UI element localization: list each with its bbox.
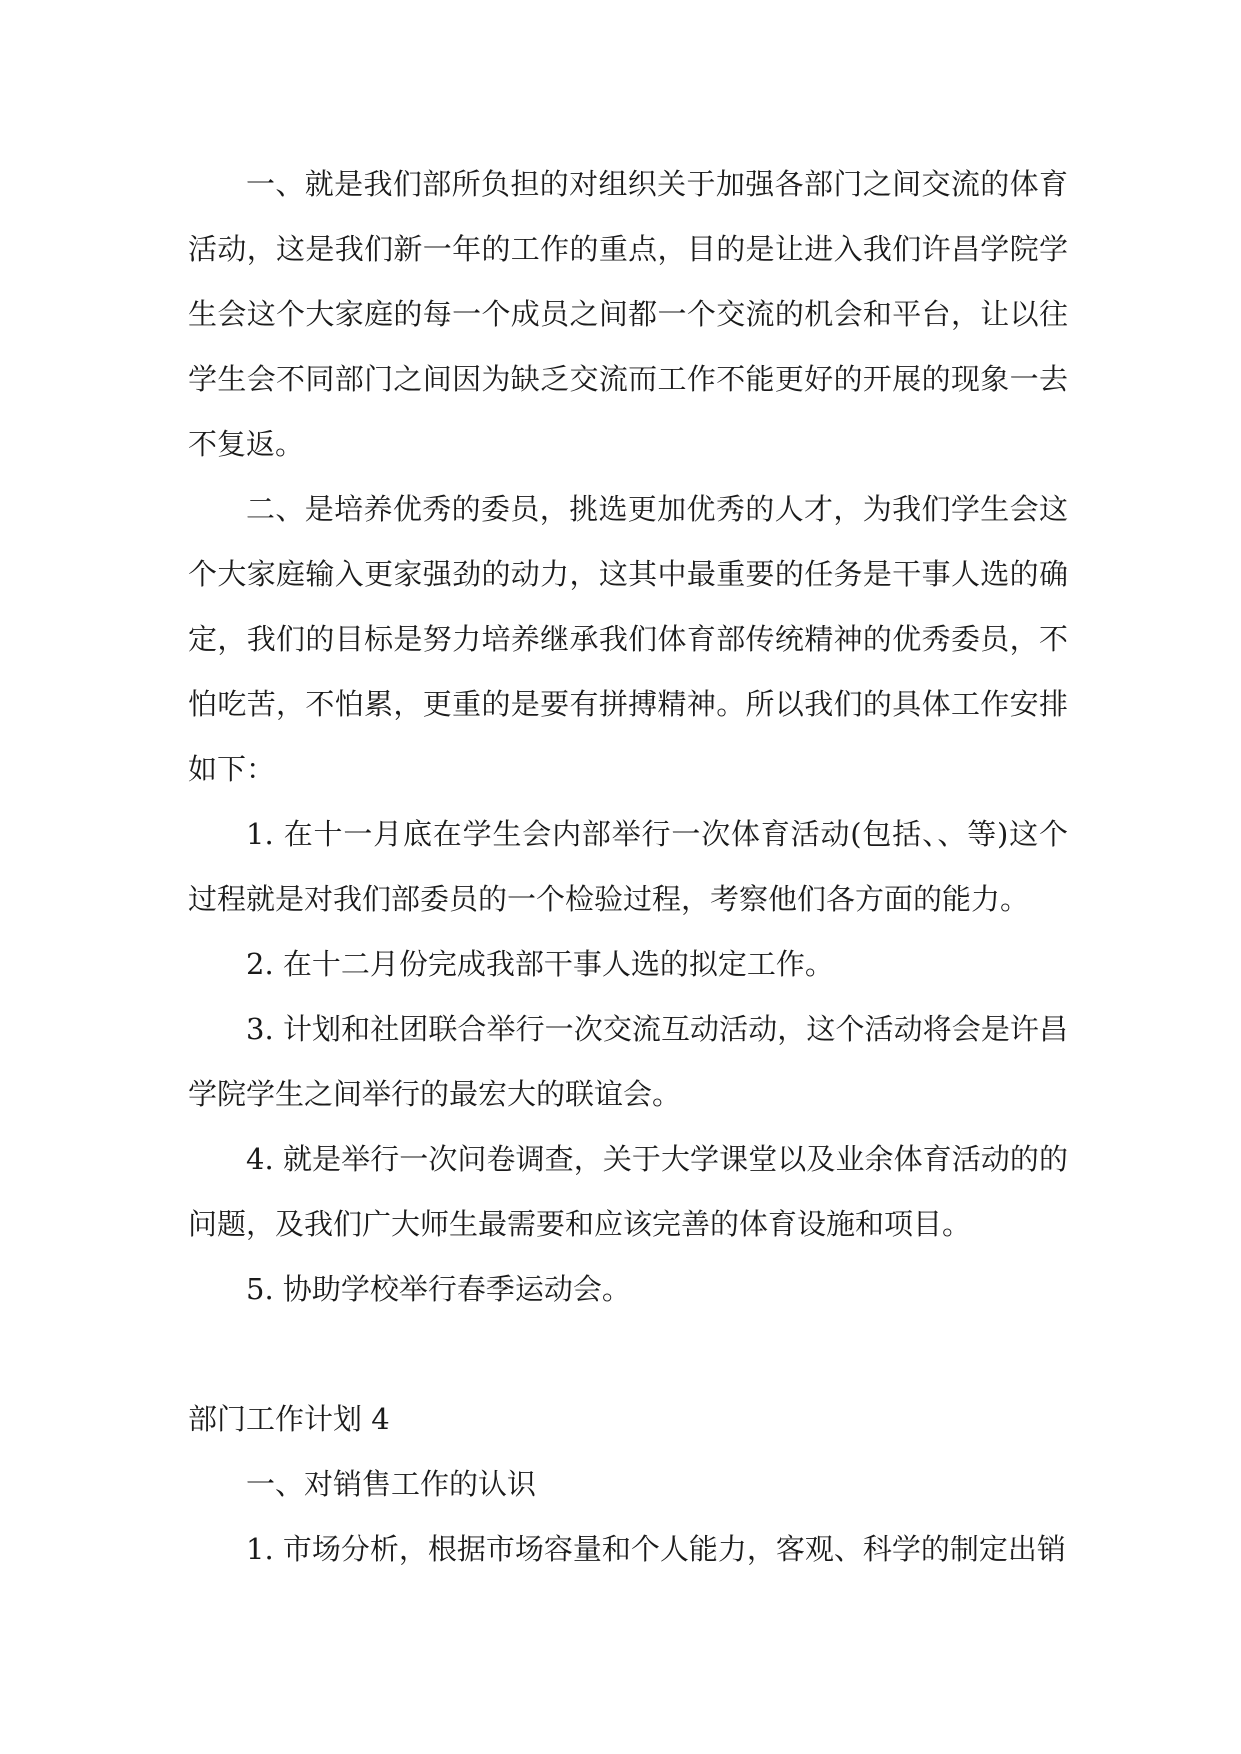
section-subheading: 一、对销售工作的认识 bbox=[246, 1467, 537, 1501]
document-body bbox=[188, 152, 1068, 1582]
paragraph-1: 一、就是我们部所负担的对组织关于加强各部门之间交流的体育活动，这是我们新一年的工作的重点，目的是让进入我们许昌学院学生会这个大家庭的每一个成员之间都一个交流的机会和平台，让以往学生会不同部门之间因为缺乏交流而工作不能更好的开展的现象一去不复返。 bbox=[188, 167, 1068, 461]
list-item-4: 4. 就是举行一次问卷调查，关于大学课堂以及业余体育活动的的问题，及我们广大师生最需要和应该完善的体育设施和项目。 bbox=[188, 1142, 1068, 1241]
section-paragraph-1: 1. 市场分析，根据市场容量和个人能力，客观、科学的制定出销 bbox=[246, 1532, 1066, 1566]
list-item-3: 3. 计划和社团联合举行一次交流互动活动，这个活动将会是许昌学院学生之间举行的最宏大的联谊会。 bbox=[188, 1012, 1068, 1111]
section-gap bbox=[188, 1322, 1068, 1387]
section-title: 部门工作计划 4 bbox=[188, 1402, 390, 1436]
list-item-2: 2. 在十二月份完成我部干事人选的拟定工作。 bbox=[246, 947, 834, 981]
list-item-5: 5. 协助学校举行春季运动会。 bbox=[246, 1272, 631, 1306]
paragraph-2: 二、是培养优秀的委员，挑选更加优秀的人才，为我们学生会这个大家庭输入更家强劲的动力，这其中最重要的任务是干事人选的确定，我们的目标是努力培养继承我们体育部传统精神的优秀委员，不怕吃苦，不怕累，更重的是要有拼搏精神。所以我们的具体工作安排如下： bbox=[188, 492, 1068, 786]
list-item-1: 1. 在十一月底在学生会内部举行一次体育活动(包括、、等)这个过程就是对我们部委员的一个检验过程，考察他们各方面的能力。 bbox=[188, 817, 1068, 916]
